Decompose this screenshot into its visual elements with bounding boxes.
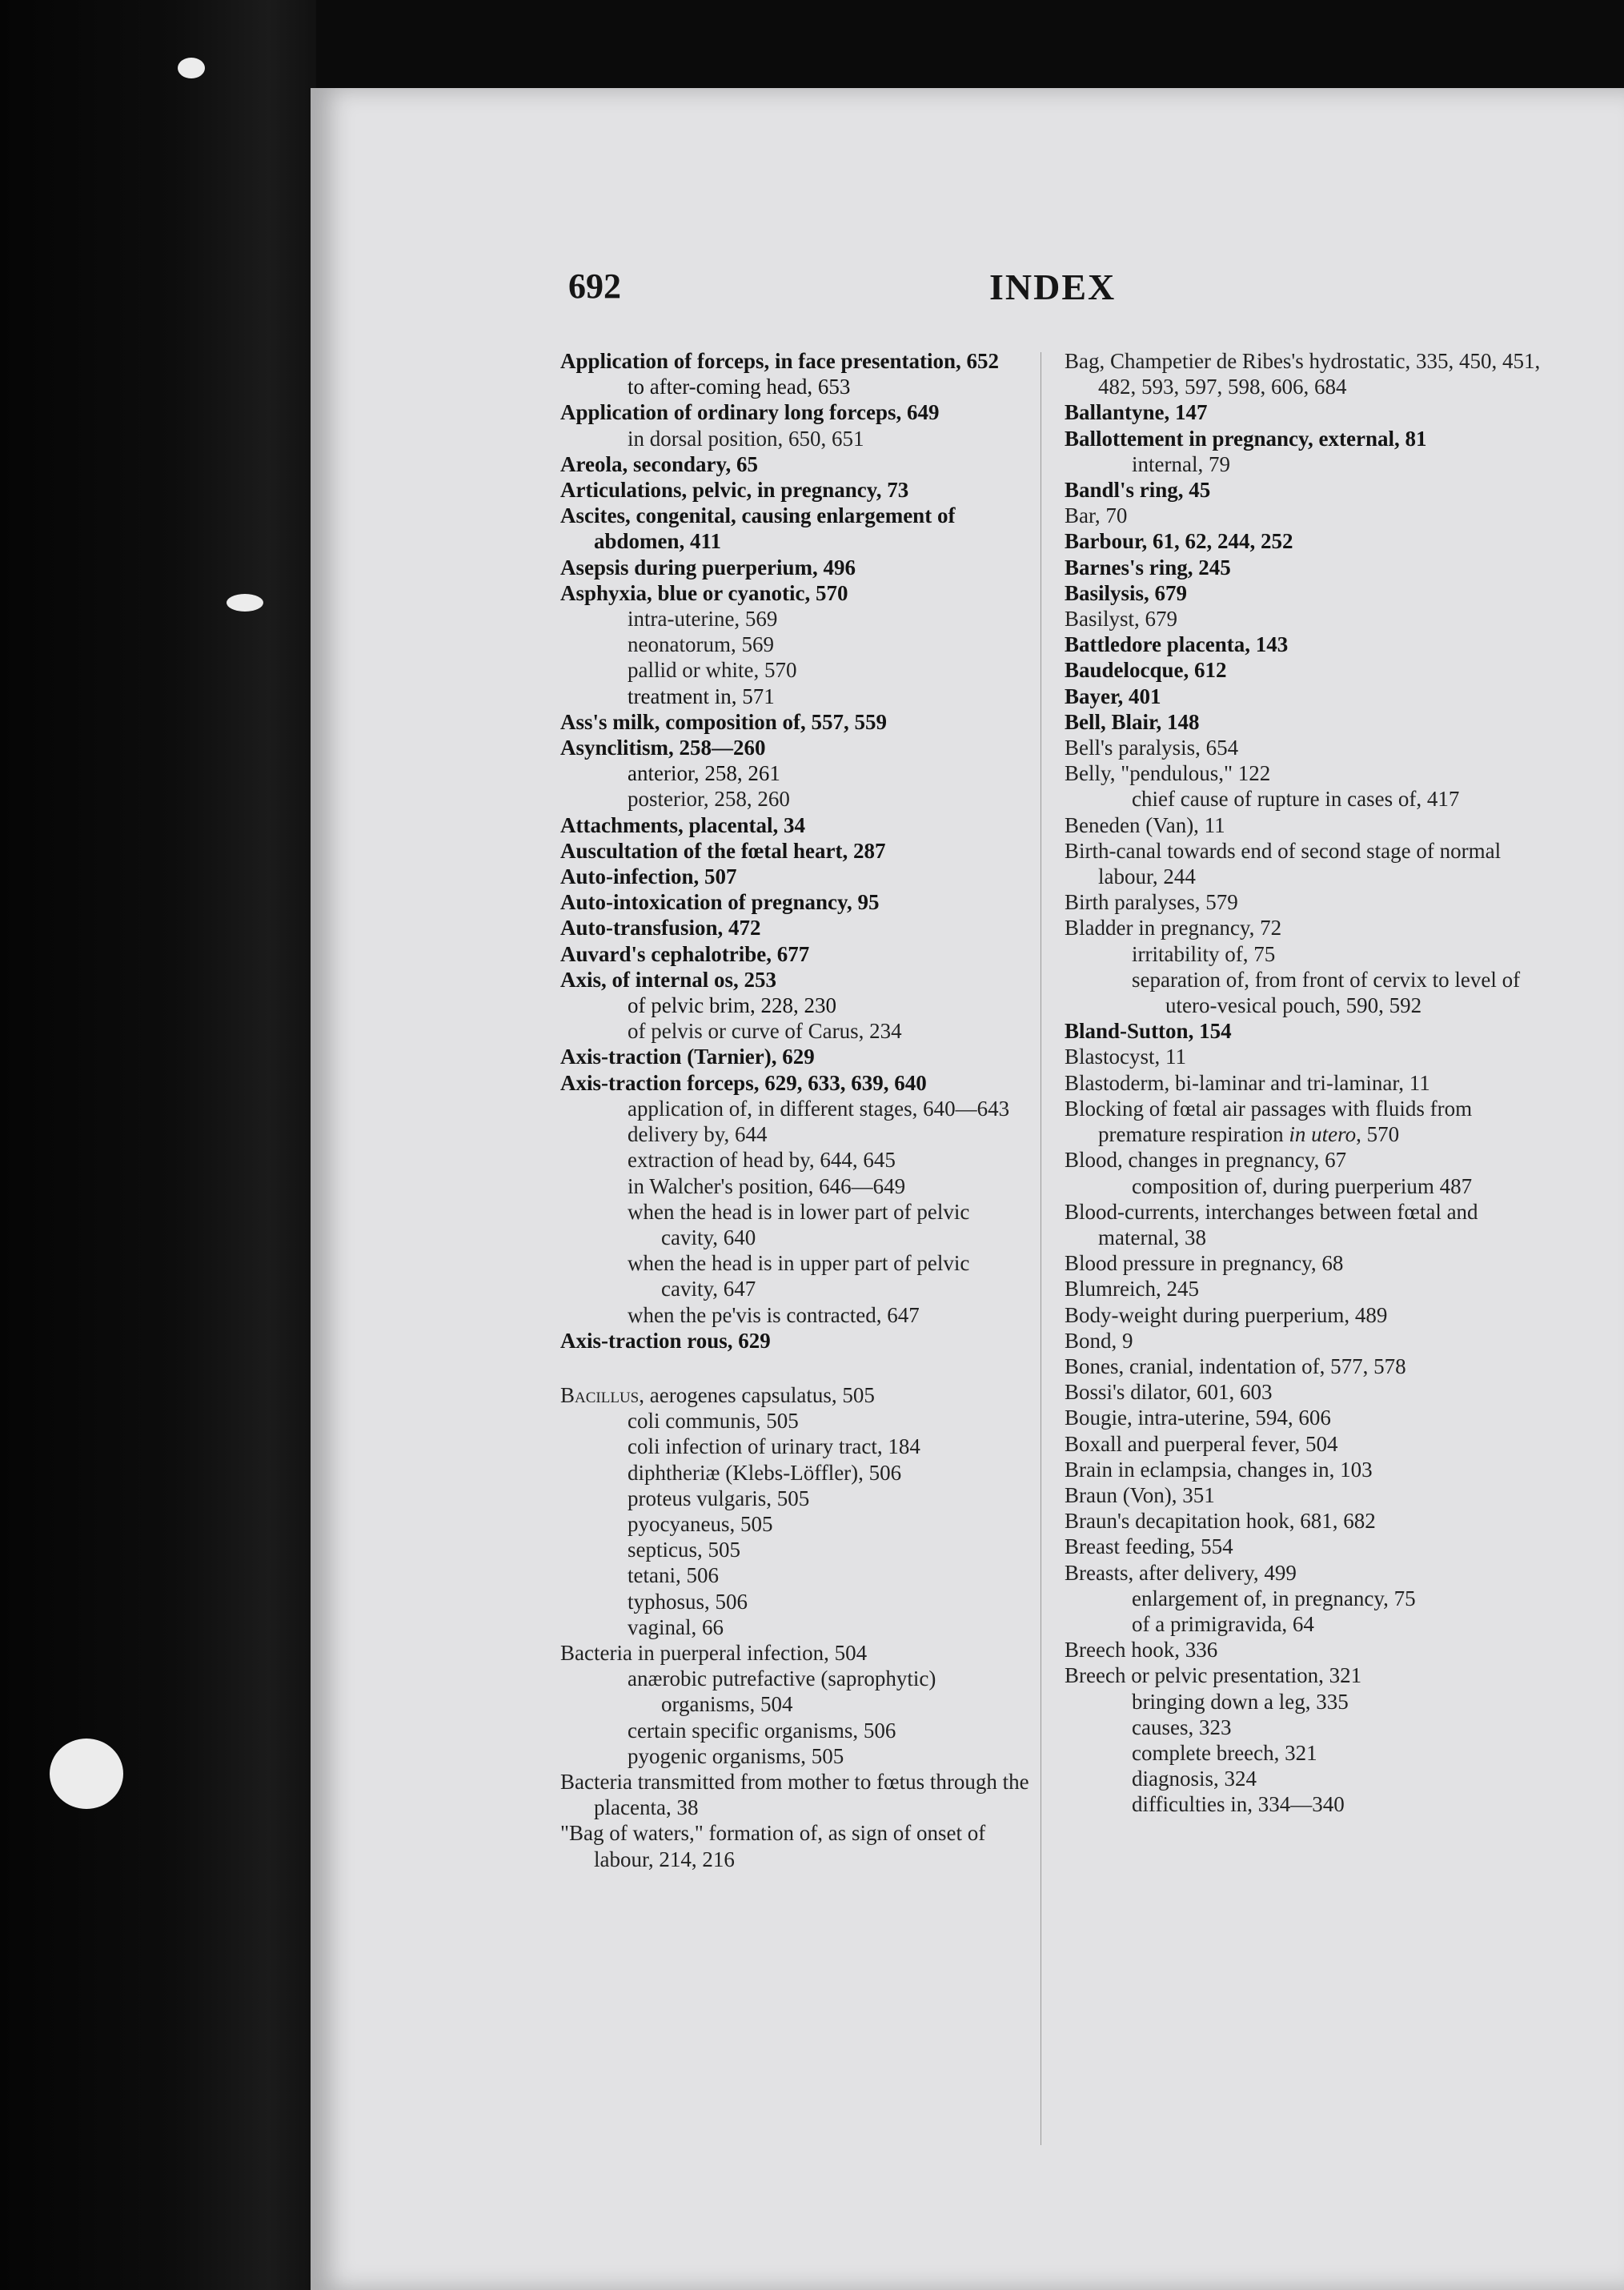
index-entry: Belly, "pendulous," 122: [1065, 761, 1271, 786]
index-subentry: pyocyaneus, 505: [628, 1511, 773, 1536]
index-entry: Basilyst, 679: [1065, 607, 1178, 632]
index-entry: Breech hook, 336: [1065, 1638, 1218, 1662]
running-head: INDEX: [989, 267, 1117, 307]
index-subentry: chief cause of rupture in cases of, 417: [1132, 787, 1460, 812]
index-subentry: when the head is in lower part of pelvic cavity, 640: [628, 1199, 970, 1249]
index-entry: Breasts, after delivery, 499: [1065, 1560, 1297, 1585]
index-entry: Attachments, placental, 34: [560, 812, 805, 837]
index-entry: Ballottement in pregnancy, external, 81: [1065, 426, 1427, 451]
index-entry: Bandl's ring, 45: [1065, 478, 1211, 503]
index-entry: Braun's decapitation hook, 681, 682: [1065, 1509, 1376, 1534]
index-entry: Axis-traction rous, 629: [560, 1328, 771, 1353]
index-entry: Bell, Blair, 148: [1065, 709, 1200, 734]
index-entry: Auto-transfusion, 472: [560, 916, 761, 940]
index-subentry: bringing down a leg, 335: [1132, 1689, 1349, 1714]
index-subentry: diagnosis, 324: [1132, 1767, 1257, 1791]
index-subentry: enlargement of, in pregnancy, 75: [1132, 1586, 1416, 1610]
index-entry: Blastoderm, bi-laminar and tri-laminar, 11: [1065, 1070, 1430, 1095]
index-entry: Application of ordinary long forceps, 649: [560, 400, 940, 425]
index-entry: Application of forceps, in face presentation, 652: [560, 349, 999, 373]
index-entry: Bland-Sutton, 154: [1065, 1019, 1232, 1044]
index-entry: Bossi's dilator, 601, 603: [1065, 1380, 1273, 1405]
index-subentry: complete breech, 321: [1132, 1740, 1317, 1765]
index-subentry: to after-coming head, 653: [628, 375, 851, 399]
index-entry: Blastocyst, 11: [1065, 1045, 1186, 1069]
index-entry: Auto-intoxication of pregnancy, 95: [560, 890, 880, 915]
index-subentry: internal, 79: [1132, 451, 1230, 476]
index-entry: "Bag of waters," formation of, as sign of onset of labour, 214, 216: [560, 1821, 986, 1871]
index-entry: Brain in eclampsia, changes in, 103: [1065, 1457, 1373, 1482]
index-subentry: tetani, 506: [628, 1563, 719, 1588]
index-entry: Bacteria in puerperal infection, 504: [560, 1640, 868, 1665]
index-entry: Birth paralyses, 579: [1065, 890, 1238, 915]
index-entry: Basilysis, 679: [1065, 580, 1188, 605]
index-subentry: anærobic putrefactive (saprophytic) organisms, 504: [628, 1666, 936, 1717]
index-subentry: certain specific organisms, 506: [628, 1718, 896, 1743]
index-entry: Blood pressure in pregnancy, 68: [1065, 1251, 1344, 1276]
book-spine: [0, 0, 316, 2290]
index-subentry: pallid or white, 570: [628, 658, 797, 683]
index-subentry: composition of, during puerperium 487: [1132, 1173, 1473, 1198]
index-entry: Blood, changes in pregnancy, 67: [1065, 1148, 1347, 1173]
index-subentry: of a primigravida, 64: [1132, 1611, 1314, 1636]
index-entry: Auscultation of the fœtal heart, 287: [560, 838, 886, 863]
index-entry: Blumreich, 245: [1065, 1277, 1199, 1301]
index-entry: Articulations, pelvic, in pregnancy, 73: [560, 478, 909, 503]
index-entry: Asynclitism, 258—260: [560, 736, 766, 760]
page-number: 692: [568, 267, 621, 306]
index-entry: Baudelocque, 612: [1065, 658, 1227, 683]
book-page: [311, 88, 1624, 2290]
index-subentry: anterior, 258, 261: [628, 761, 780, 786]
index-entry: Braun (Von), 351: [1065, 1482, 1215, 1507]
index-entry: Breast feeding, 554: [1065, 1534, 1233, 1559]
index-subentry: septicus, 505: [628, 1538, 740, 1562]
index-subentry: application of, in different stages, 640—643: [628, 1096, 1010, 1121]
index-entry: Ascites, congenital, causing enlargement of abdomen, 411: [560, 503, 956, 554]
index-entry: Breech or pelvic presentation, 321: [1065, 1663, 1362, 1688]
smallcaps-word: Bacillus: [560, 1382, 640, 1407]
index-subentry: delivery by, 644: [628, 1122, 768, 1147]
index-entry: Bond, 9: [1065, 1328, 1133, 1353]
index-entry: Bougie, intra-uterine, 594, 606: [1065, 1406, 1331, 1430]
index-entry: Bag, Champetier de Ribes's hydrostatic, 335, 450, 451, 482, 593, 597, 598, 606, 684: [1065, 349, 1541, 399]
index-entry: Beneden (Van), 11: [1065, 812, 1225, 837]
index-entry: Axis, of internal os, 253: [560, 967, 776, 992]
index-entry: Bell's paralysis, 654: [1065, 736, 1239, 760]
index-entry: Asepsis during puerperium, 496: [560, 555, 856, 580]
index-entry: Bones, cranial, indentation of, 577, 578: [1065, 1354, 1406, 1378]
index-entry: Auvard's cephalotribe, 677: [560, 941, 810, 966]
index-entry: Axis-traction forceps, 629, 633, 639, 640: [560, 1070, 927, 1095]
index-column-left: [560, 348, 1031, 1872]
index-subentry: diphtheriæ (Klebs-Löffler), 506: [628, 1460, 902, 1485]
index-entry: Bayer, 401: [1065, 684, 1161, 708]
index-subentry: separation of, from front of cervix to level of utero-vesical pouch, 590, 592: [1132, 967, 1521, 1018]
index-subentry: pyogenic organisms, 505: [628, 1743, 844, 1768]
index-entry: Blocking of fœtal air passages with fluids from premature respiration in utero, 570: [1065, 1096, 1473, 1147]
index-entry: Ballantyne, 147: [1065, 400, 1208, 425]
index-entry: Axis-traction (Tarnier), 629: [560, 1045, 815, 1069]
index-column-right: [1065, 348, 1545, 1818]
index-entry: Auto-infection, 507: [560, 864, 737, 889]
index-subentry: typhosus, 506: [628, 1589, 748, 1614]
index-subentry: proteus vulgaris, 505: [628, 1486, 810, 1510]
paper-speck: [178, 58, 205, 78]
index-subentry: in dorsal position, 650, 651: [628, 426, 864, 451]
index-entry: Barbour, 61, 62, 244, 252: [1065, 529, 1293, 554]
index-entry: Boxall and puerperal fever, 504: [1065, 1431, 1338, 1456]
index-subentry: coli communis, 505: [628, 1409, 799, 1434]
index-subentry: difficulties in, 334—340: [1132, 1792, 1345, 1817]
paper-speck: [227, 594, 263, 612]
index-entry: Areola, secondary, 65: [560, 451, 758, 476]
index-entry: Battledore placenta, 143: [1065, 632, 1289, 657]
index-entry: Bladder in pregnancy, 72: [1065, 916, 1282, 940]
index-subentry: of pelvic brim, 228, 230: [628, 993, 836, 1018]
index-entry: Asphyxia, blue or cyanotic, 570: [560, 580, 848, 605]
index-subentry: intra-uterine, 569: [628, 607, 778, 632]
index-subentry: of pelvis or curve of Carus, 234: [628, 1019, 902, 1044]
index-subentry: posterior, 258, 260: [628, 787, 790, 812]
index-entry: Birth-canal towards end of second stage of normal labour, 244: [1065, 838, 1502, 889]
index-subentry: in Walcher's position, 646—649: [628, 1173, 906, 1198]
index-subentry: extraction of head by, 644, 645: [628, 1148, 896, 1173]
index-subentry: irritability of, 75: [1132, 941, 1276, 966]
index-subentry: when the head is in upper part of pelvic cavity, 647: [628, 1251, 970, 1301]
index-subentry: when the pe'vis is contracted, 647: [628, 1302, 920, 1327]
index-subentry: causes, 323: [1132, 1714, 1232, 1739]
paper-speck: [50, 1739, 123, 1809]
index-entry: Bacillus, aerogenes capsulatus, 505: [560, 1382, 875, 1407]
index-entry: Ass's milk, composition of, 557, 559: [560, 709, 888, 734]
index-entry: Barnes's ring, 245: [1065, 555, 1231, 580]
index-entry: Body-weight during puerperium, 489: [1065, 1302, 1388, 1327]
italic-phrase: in utero: [1289, 1122, 1357, 1147]
index-subentry: neonatorum, 569: [628, 632, 774, 657]
index-subentry: vaginal, 66: [628, 1614, 724, 1639]
index-entry: Blood-currents, interchanges between fœtal and maternal, 38: [1065, 1199, 1478, 1249]
index-subentry: coli infection of urinary tract, 184: [628, 1434, 920, 1459]
index-subentry: treatment in, 571: [628, 684, 775, 708]
index-entry: Bar, 70: [1065, 503, 1128, 528]
index-entry: Bacteria transmitted from mother to fœtus through the placenta, 38: [560, 1769, 1029, 1820]
